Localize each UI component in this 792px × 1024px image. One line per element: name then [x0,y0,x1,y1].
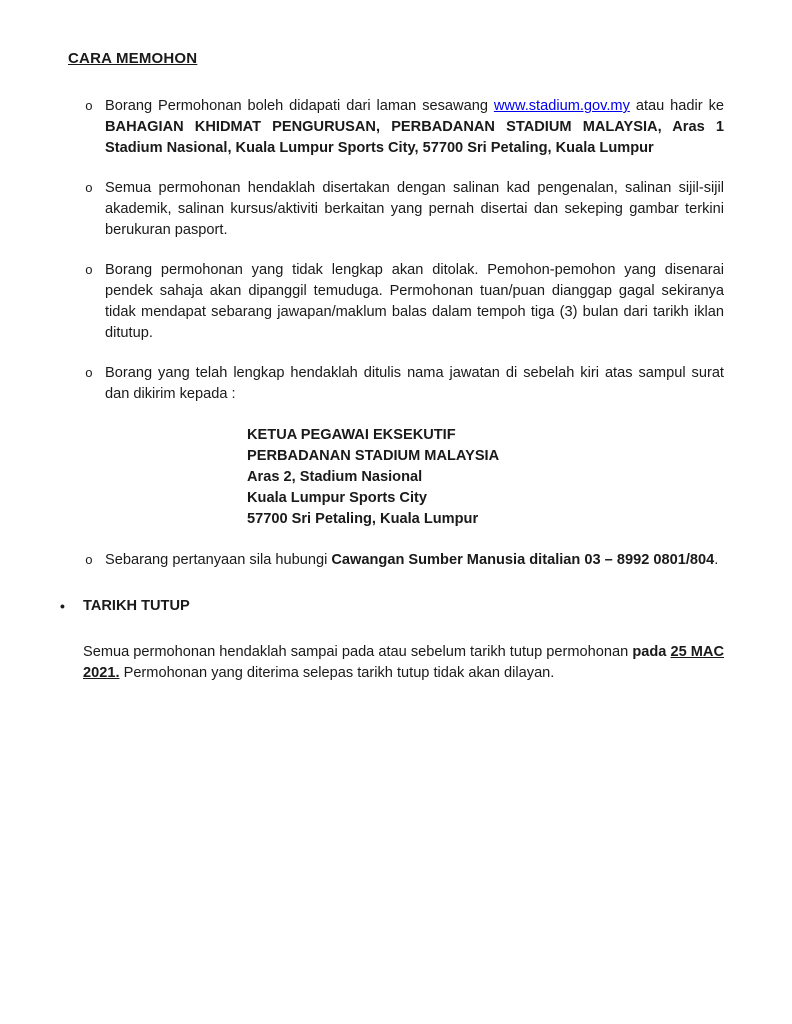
text-run-bold: Cawangan Sumber Manusia ditalian 03 – 8992 0801/804 [331,552,715,568]
text-run: Semua permohonan hendaklah sampai pada atau sebelum tarikh tutup permohonan [83,644,633,660]
text-run-bold: BAHAGIAN KHIDMAT PENGURUSAN, PERBADANAN STADIUM MALAYSIA, Aras 1 Stadium Nasional, Kuala Lumpur Sports City, 57700 Sri Petaling, Kuala Lumpur [105,119,724,156]
main-bullet-marker: • [60,598,65,614]
bullet-text [105,550,724,571]
mailing-address-block [247,425,724,530]
section-heading-tarikh-tutup-row [60,596,724,617]
bullet-text: Borang permohonan yang tidak lengkap akan ditolak. Pemohon-pemohon yang disenarai pendek sahaja akan dipanggil temuduga. Permohonan tuan/puan dianggap gagal sekiranya tidak mendapat sebarang jawapan/maklum balas dalam tempoh tiga (3) bulan dari tarikh iklan ditutup. [105,262,724,341]
text-run-bold: pada [632,644,671,660]
sub-bullet-marker: o [85,366,93,381]
bullet-text [105,96,724,159]
bullet-item-borang-didapati [85,96,724,159]
bullet-item-pertanyaan-hubungi [85,550,724,571]
section-heading-cara-memohon: CARA MEMOHON [68,50,198,67]
address-line: Aras 2, Stadium Nasional [247,469,423,485]
text-run: Borang Permohonan boleh didapati dari laman sesawang [105,98,494,114]
closing-date-value: 25 MAC 2021. [83,644,724,681]
stadium-website-link[interactable]: www.stadium.gov.my [493,98,630,114]
sub-bullet-marker: o [85,99,93,114]
bullet-item-borang-tidak-lengkap [85,260,724,344]
address-line: KETUA PEGAWAI EKSEKUTIF [247,427,456,443]
bullet-text: Semua permohonan hendaklah disertakan dengan salinan kad pengenalan, salinan sijil-sijil akademik, salinan kursus/aktiviti berkaitan yang pernah disertai dan sekeping gambar terkini berukuran pasport. [105,180,724,238]
address-line: PERBADANAN STADIUM MALAYSIA [247,448,500,464]
address-line: Kuala Lumpur Sports City [247,490,428,506]
sub-bullet-marker: o [85,181,93,196]
text-run: . [714,552,719,568]
text-run: Permohonan yang diterima selepas tarikh tutup tidak akan dilayan. [119,665,555,681]
bullet-item-salinan-dokumen [85,178,724,241]
text-run: Sebarang pertanyaan sila hubungi [105,552,332,568]
address-line: 57700 Sri Petaling, Kuala Lumpur [247,511,479,527]
bullet-text: Borang yang telah lengkap hendaklah ditulis nama jawatan di sebelah kiri atas sampul surat dan dikirim kepada : [105,365,724,402]
bullet-item-borang-lengkap-kirim [85,363,724,405]
text-run: atau hadir ke [629,98,724,114]
closing-date-paragraph [83,642,724,684]
section-heading-tarikh-tutup: TARIKH TUTUP [83,598,190,614]
sub-bullet-marker: o [85,263,93,278]
sub-bullet-marker: o [85,553,93,568]
